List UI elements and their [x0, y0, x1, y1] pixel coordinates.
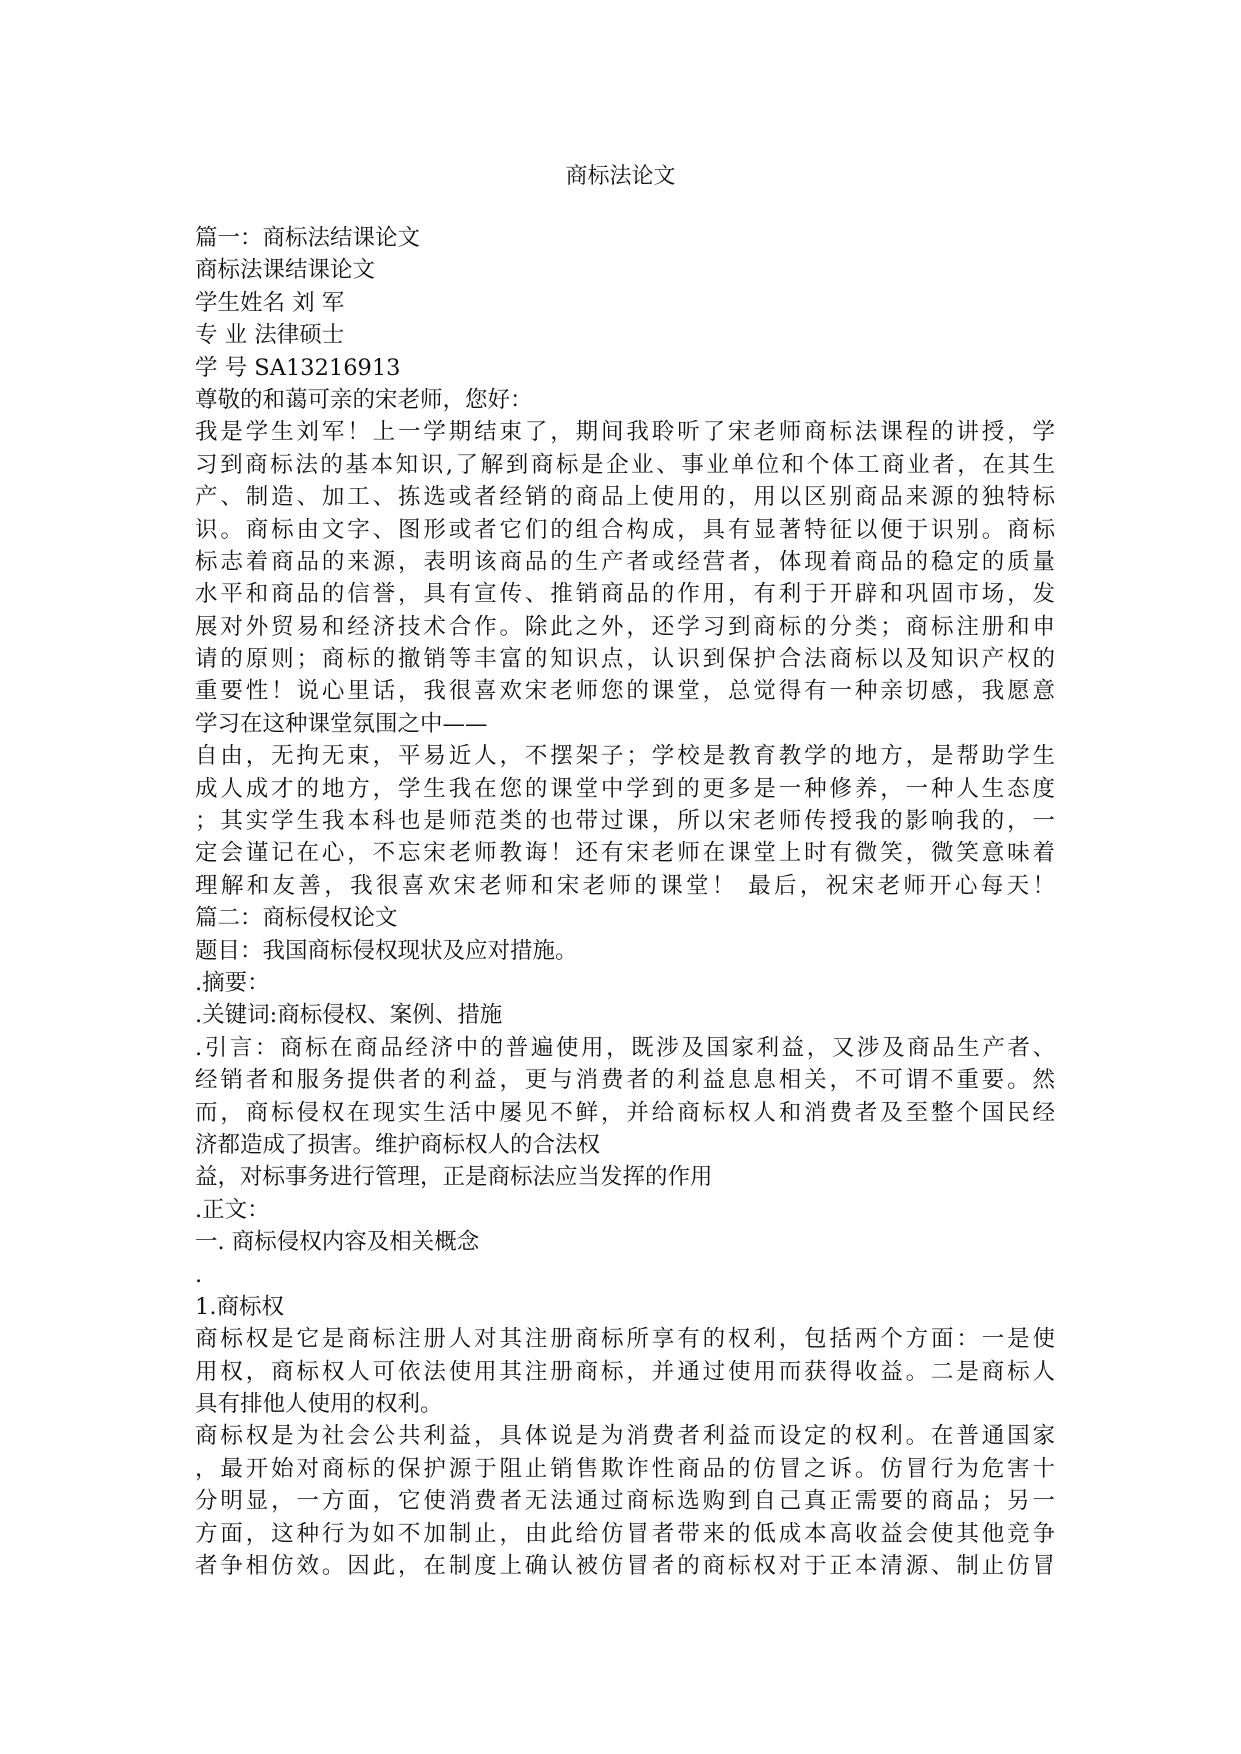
text-line: 展对外贸易和经济技术合作。除此之外，还学习到商标的分类；商标注册和申 — [195, 613, 1055, 640]
text-line: 商标权是它是商标注册人对其注册商标所享有的权利，包括两个方面：一是使 — [195, 1326, 1055, 1353]
text-line: 经销者和服务提供者的利益，更与消费者的利益息息相关，不可谓不重要。然 — [195, 1067, 1055, 1094]
text-line: 学习在这种课堂氛围之中—— — [195, 710, 488, 737]
text-line: 1.商标权 — [195, 1293, 284, 1320]
text-line: 识。商标由文字、图形或者它们的组合构成，具有显著特征以便于识别。商标 — [195, 516, 1055, 543]
document-body — [195, 222, 1055, 1582]
text-line: 习到商标法的基本知识,了解到商标是企业、事业单位和个体工商业者，在其生 — [195, 451, 1055, 478]
text-line: 篇一：商标法结课论文 — [195, 225, 421, 251]
text-line: 自由，无拘无束，平易近人，不摆架子；学校是教育教学的地方，是帮助学生 — [195, 743, 1055, 770]
text-line: 题目：我国商标侵权现状及应对措施。 — [195, 937, 578, 964]
text-line: 理解和友善，我很喜欢宋老师和宋老师的课堂！ 最后，祝宋老师开心每天！ — [195, 872, 1055, 899]
text-line: 商标法课结课论文 — [195, 257, 376, 284]
text-line: 方面，这种行为如不加制止，由此给仿冒者带来的低成本高收益会使其他竞争 — [195, 1520, 1055, 1547]
text-line: 学 号 SA13216913 — [195, 354, 401, 381]
text-line: 商标权是为社会公共利益，具体说是为消费者利益而设定的权利。在普通国家 — [195, 1423, 1055, 1450]
text-line: 重要性！说心里话，我很喜欢宋老师您的课堂，总觉得有一种亲切感，我愿意 — [195, 678, 1055, 705]
text-line: 标志着商品的来源，表明该商品的生产者或经营者，体现着商品的稳定的质量 — [195, 548, 1055, 575]
text-line: 尊敬的和蔼可亲的宋老师，您好： — [195, 386, 533, 413]
text-line: 水平和商品的信誉，具有宣传、推销商品的作用，有利于开辟和巩固市场，发 — [195, 581, 1055, 608]
text-line: 具有排他人使用的权利。 — [195, 1391, 443, 1418]
text-line: .正文： — [195, 1196, 270, 1223]
text-line: 定会谨记在心，不忘宋老师教诲！还有宋老师在课堂上时有微笑，微笑意味着 — [195, 840, 1055, 867]
text-line: 益，对标事务进行管理，正是商标法应当发挥的作用 — [195, 1164, 713, 1191]
text-line: 者争相仿效。因此，在制度上确认被仿冒者的商标权对于正本清源、制止仿冒 — [195, 1553, 1055, 1580]
text-line: .引言：商标在商品经济中的普遍使用，既涉及国家利益，又涉及商品生产者、 — [195, 1034, 1055, 1061]
text-line: 产、制造、加工、拣选或者经销的商品上使用的，用以区别商品来源的独特标 — [195, 484, 1055, 511]
text-line: 我是学生刘军！上一学期结束了，期间我聆听了宋老师商标法课程的讲授，学 — [195, 419, 1055, 446]
document-title: 商标法论文 — [565, 164, 676, 189]
text-line: 而，商标侵权在现实生活中屡见不鲜，并给商标权人和消费者及至整个国民经 — [195, 1099, 1055, 1126]
text-line: 请的原则；商标的撤销等丰富的知识点，认识到保护合法商标以及知识产权的 — [195, 646, 1055, 673]
text-line: 学生姓名 刘 军 — [195, 289, 345, 316]
text-line: 用权，商标权人可依法使用其注册商标，并通过使用而获得收益。二是商标人 — [195, 1358, 1055, 1385]
text-line: ，最开始对商标的保护源于阻止销售欺诈性商品的仿冒之诉。仿冒行为危害十 — [195, 1455, 1055, 1482]
text-line: ；其实学生我本科也是师范类的也带过课，所以宋老师传授我的影响我的，一 — [195, 808, 1055, 835]
text-line: .关键词:商标侵权、案例、措施 — [195, 1002, 503, 1029]
text-line: 一. 商标侵权内容及相关概念 — [195, 1229, 480, 1256]
text-line: . — [195, 1261, 203, 1288]
text-line: 济都造成了损害。维护商标权人的合法权 — [195, 1131, 601, 1158]
text-line: 专 业 法律硕士 — [195, 322, 345, 349]
text-line: 分明显，一方面，它使消费者无法通过商标选购到自己真正需要的商品；另一 — [195, 1488, 1055, 1515]
text-line: .摘要： — [195, 969, 270, 996]
text-line: 篇二：商标侵权论文 — [195, 905, 398, 932]
text-line: 成人成才的地方，学生我在您的课堂中学到的更多是一种修养，一种人生态度 — [195, 775, 1055, 802]
